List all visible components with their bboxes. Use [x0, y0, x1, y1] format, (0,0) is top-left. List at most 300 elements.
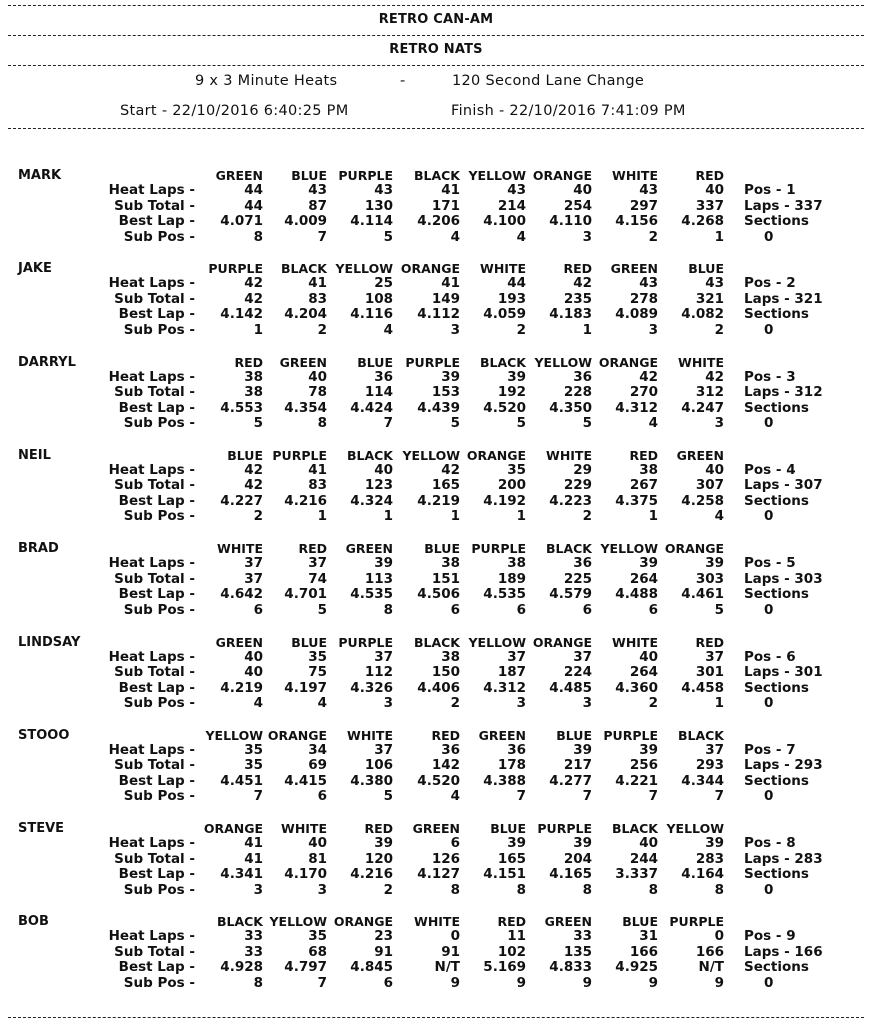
- table-cell: 214: [497, 197, 526, 214]
- finish-time: Finish - 22/10/2016 7:41:09 PM: [451, 103, 686, 119]
- table-cell: 151: [431, 570, 460, 587]
- row-label-best-lap: Best Lap -: [118, 772, 195, 789]
- summary-position: Pos - 5: [744, 555, 796, 572]
- table-cell: 8: [317, 415, 327, 432]
- table-cell: 4.439: [417, 399, 460, 416]
- table-cell: 39: [507, 368, 526, 385]
- table-cell: 106: [364, 757, 393, 774]
- table-cell: 267: [629, 477, 658, 494]
- racer-name: BRAD: [18, 541, 59, 557]
- table-cell: 39: [639, 555, 658, 572]
- racer-name: JAKE: [18, 261, 52, 277]
- table-cell: 4.009: [284, 213, 327, 229]
- table-cell: 39: [507, 835, 526, 852]
- summary-total-laps: Laps - 301: [744, 664, 823, 680]
- table-cell: 5: [516, 415, 526, 432]
- lane-color-label: WHITE: [480, 261, 526, 277]
- table-cell: 42: [244, 290, 263, 307]
- table-cell: 42: [705, 368, 724, 385]
- table-cell: 283: [695, 850, 724, 867]
- table-cell: 9: [582, 974, 592, 991]
- lane-color-label: ORANGE: [598, 354, 658, 370]
- lane-color-label: PURPLE: [272, 447, 327, 463]
- table-cell: 4.485: [549, 679, 592, 696]
- table-cell: 37: [374, 741, 393, 758]
- table-cell: 4.277: [549, 772, 592, 789]
- table-cell: 35: [308, 648, 327, 665]
- table-cell: 75: [308, 664, 327, 680]
- racer-name: STOOO: [18, 727, 70, 743]
- table-cell: 178: [497, 757, 526, 774]
- table-cell: 41: [441, 182, 460, 198]
- lane-color-label: RED: [234, 354, 263, 370]
- table-cell: 37: [374, 648, 393, 665]
- lane-color-label: ORANGE: [267, 727, 327, 743]
- summary-position: Pos - 1: [744, 182, 796, 198]
- table-cell: 4.344: [681, 772, 724, 789]
- table-cell: 41: [441, 275, 460, 292]
- lane-color-label: GREEN: [345, 541, 393, 557]
- lane-color-label: BLACK: [479, 354, 526, 370]
- lane-change: 120 Second Lane Change: [452, 73, 645, 89]
- table-cell: 43: [374, 182, 393, 198]
- lane-color-label: WHITE: [217, 541, 263, 557]
- lane-color-label: WHITE: [546, 447, 592, 463]
- table-cell: 307: [695, 477, 724, 494]
- table-cell: 36: [441, 741, 460, 758]
- table-cell: 4.506: [417, 586, 460, 603]
- table-cell: 4.388: [483, 772, 526, 789]
- row-label-sub-total: Sub Total -: [114, 943, 195, 960]
- table-cell: 4.701: [284, 586, 327, 603]
- table-cell: 217: [563, 757, 592, 774]
- row-label-sub-total: Sub Total -: [114, 290, 195, 307]
- table-cell: 38: [244, 384, 263, 401]
- table-cell: 40: [705, 461, 724, 478]
- lane-color-label: BLACK: [611, 821, 658, 837]
- table-cell: 3: [253, 881, 263, 898]
- table-cell: 293: [695, 757, 724, 774]
- table-cell: 4.350: [549, 399, 592, 416]
- table-cell: 9: [714, 974, 724, 991]
- row-label-sub-total: Sub Total -: [114, 570, 195, 587]
- table-cell: 5.169: [483, 959, 526, 976]
- table-cell: 193: [497, 290, 526, 307]
- summary-position: Pos - 4: [744, 461, 796, 478]
- table-cell: 5: [450, 415, 460, 432]
- table-cell: 4.221: [615, 772, 658, 789]
- table-cell: 4.223: [549, 492, 592, 509]
- table-cell: 4.925: [615, 959, 658, 976]
- table-cell: 38: [441, 555, 460, 572]
- racer-name: BOB: [18, 914, 49, 930]
- table-cell: 68: [308, 943, 327, 960]
- lane-color-label: GREEN: [676, 447, 724, 463]
- format-separator: -: [400, 73, 406, 89]
- table-cell: 42: [244, 275, 263, 292]
- table-cell: 36: [507, 741, 526, 758]
- racer-block: [0, 914, 872, 1006]
- table-cell: 33: [244, 943, 263, 960]
- table-cell: 29: [573, 461, 592, 478]
- summary-sections-value: 0: [764, 321, 774, 338]
- table-cell: 4.458: [681, 679, 724, 696]
- table-cell: 2: [317, 321, 327, 338]
- table-cell: 112: [364, 664, 393, 680]
- racer-block: [0, 448, 872, 540]
- summary-position: Pos - 7: [744, 741, 796, 758]
- summary-sections-label: Sections: [744, 679, 809, 696]
- table-cell: 33: [573, 928, 592, 945]
- lane-color-label: RED: [497, 914, 526, 930]
- lane-color-label: ORANGE: [333, 914, 393, 930]
- row-label-sub-pos: Sub Pos -: [123, 974, 195, 991]
- table-cell: 108: [364, 290, 393, 307]
- table-cell: 166: [695, 943, 724, 960]
- racer-block: [0, 821, 872, 913]
- table-cell: 8: [253, 974, 263, 991]
- table-cell: 4.406: [417, 679, 460, 696]
- lane-color-label: BLACK: [346, 447, 393, 463]
- table-cell: 91: [374, 943, 393, 960]
- summary-sections-label: Sections: [744, 586, 809, 603]
- summary-sections-label: Sections: [744, 492, 809, 509]
- table-cell: 1: [317, 508, 327, 525]
- table-cell: 33: [244, 928, 263, 945]
- summary-total-laps: Laps - 312: [744, 384, 823, 401]
- table-cell: 150: [431, 664, 460, 680]
- table-cell: 4.380: [350, 772, 393, 789]
- lane-color-label: BLACK: [216, 914, 263, 930]
- table-cell: 4: [383, 321, 393, 338]
- row-label-sub-total: Sub Total -: [114, 850, 195, 867]
- lane-color-label: BLACK: [280, 261, 327, 277]
- table-cell: 39: [374, 555, 393, 572]
- row-label-heat-laps: Heat Laps -: [108, 182, 195, 198]
- table-cell: 1: [450, 508, 460, 525]
- table-cell: 4.360: [615, 679, 658, 696]
- table-cell: 4.579: [549, 586, 592, 603]
- table-cell: 4.535: [350, 586, 393, 603]
- lane-color-label: YELLOW: [468, 168, 526, 183]
- lane-color-label: BLUE: [424, 541, 460, 557]
- table-cell: 44: [244, 182, 263, 198]
- table-cell: 39: [705, 555, 724, 572]
- table-cell: 37: [507, 648, 526, 665]
- racer-name: DARRYL: [18, 354, 76, 370]
- table-cell: 264: [629, 664, 658, 680]
- table-cell: 40: [308, 368, 327, 385]
- table-cell: 1: [714, 695, 724, 711]
- table-cell: 264: [629, 570, 658, 587]
- row-label-heat-laps: Heat Laps -: [108, 555, 195, 572]
- table-cell: 38: [441, 648, 460, 665]
- lane-color-label: ORANGE: [466, 447, 526, 463]
- row-label-sub-total: Sub Total -: [114, 477, 195, 494]
- lane-color-label: BLACK: [413, 634, 460, 650]
- row-label-heat-laps: Heat Laps -: [108, 835, 195, 852]
- table-cell: 23: [374, 928, 393, 945]
- lane-color-label: PURPLE: [669, 914, 724, 930]
- lane-color-label: BLUE: [622, 914, 658, 930]
- lane-color-label: PURPLE: [338, 634, 393, 650]
- row-label-sub-pos: Sub Pos -: [123, 695, 195, 711]
- table-cell: 1: [516, 508, 526, 525]
- lane-color-label: BLACK: [545, 541, 592, 557]
- table-cell: 9: [450, 974, 460, 991]
- row-label-sub-total: Sub Total -: [114, 384, 195, 401]
- table-cell: 0: [450, 928, 460, 945]
- table-cell: 3: [516, 695, 526, 711]
- lane-color-label: PURPLE: [208, 261, 263, 277]
- racer-block: [0, 541, 872, 633]
- table-cell: 192: [497, 384, 526, 401]
- table-cell: 4.258: [681, 492, 724, 509]
- row-label-best-lap: Best Lap -: [118, 399, 195, 416]
- summary-sections-value: 0: [764, 788, 774, 805]
- table-cell: 2: [253, 508, 263, 525]
- table-cell: 4.116: [350, 306, 393, 323]
- table-cell: 40: [573, 182, 592, 198]
- table-cell: 36: [573, 368, 592, 385]
- row-label-sub-pos: Sub Pos -: [123, 788, 195, 805]
- lane-color-label: PURPLE: [405, 354, 460, 370]
- table-cell: 235: [563, 290, 592, 307]
- table-cell: 35: [308, 928, 327, 945]
- lane-color-label: ORANGE: [532, 168, 592, 183]
- table-cell: 4.183: [549, 306, 592, 323]
- table-cell: 5: [253, 415, 263, 432]
- table-cell: 41: [244, 850, 263, 867]
- table-cell: 4.227: [220, 492, 263, 509]
- table-cell: 301: [695, 664, 724, 680]
- lane-color-label: YELLOW: [402, 447, 460, 463]
- row-label-sub-total: Sub Total -: [114, 757, 195, 774]
- lane-color-label: RED: [364, 821, 393, 837]
- table-cell: 6: [450, 835, 460, 852]
- lane-color-label: YELLOW: [666, 821, 724, 837]
- table-cell: 4.164: [681, 866, 724, 883]
- table-cell: 2: [648, 695, 658, 711]
- summary-sections-value: 0: [764, 415, 774, 432]
- summary-sections-label: Sections: [744, 306, 809, 323]
- table-cell: 224: [563, 664, 592, 680]
- table-cell: 1: [648, 508, 658, 525]
- table-cell: 303: [695, 570, 724, 587]
- table-cell: 4.520: [417, 772, 460, 789]
- table-cell: 312: [695, 384, 724, 401]
- table-cell: 321: [695, 290, 724, 307]
- table-cell: 4.535: [483, 586, 526, 603]
- table-cell: 5: [383, 228, 393, 245]
- event-name: RETRO NATS: [389, 42, 483, 57]
- table-cell: 41: [308, 461, 327, 478]
- row-label-sub-total: Sub Total -: [114, 197, 195, 214]
- table-cell: 4.156: [615, 213, 658, 229]
- table-cell: 43: [639, 182, 658, 198]
- table-cell: 7: [253, 788, 263, 805]
- lane-color-label: PURPLE: [537, 821, 592, 837]
- lane-color-label: BLUE: [227, 447, 263, 463]
- table-cell: 4.100: [483, 213, 526, 229]
- table-cell: 114: [364, 384, 393, 401]
- table-cell: 5: [317, 601, 327, 618]
- table-cell: 40: [308, 835, 327, 852]
- table-cell: 6: [253, 601, 263, 618]
- table-cell: 4.219: [417, 492, 460, 509]
- table-cell: 166: [629, 943, 658, 960]
- table-cell: 37: [244, 555, 263, 572]
- table-cell: 187: [497, 664, 526, 680]
- table-cell: 4: [317, 695, 327, 711]
- table-cell: 165: [497, 850, 526, 867]
- row-label-heat-laps: Heat Laps -: [108, 648, 195, 665]
- table-cell: 142: [431, 757, 460, 774]
- table-cell: 4.151: [483, 866, 526, 883]
- table-cell: 40: [244, 648, 263, 665]
- table-cell: 120: [364, 850, 393, 867]
- lane-color-label: ORANGE: [664, 541, 724, 557]
- lane-color-label: YELLOW: [335, 261, 393, 277]
- table-cell: 2: [450, 695, 460, 711]
- table-cell: 4.553: [220, 399, 263, 416]
- table-cell: 37: [573, 648, 592, 665]
- table-cell: 41: [244, 835, 263, 852]
- racer-block: [0, 635, 872, 727]
- table-cell: 6: [582, 601, 592, 618]
- table-cell: 35: [244, 741, 263, 758]
- lane-color-label: YELLOW: [269, 914, 327, 930]
- table-cell: 4.110: [549, 213, 592, 229]
- title-rule: [8, 35, 864, 36]
- table-cell: 8: [516, 881, 526, 898]
- table-cell: 4.206: [417, 213, 460, 229]
- table-cell: 42: [441, 461, 460, 478]
- row-label-heat-laps: Heat Laps -: [108, 461, 195, 478]
- lane-color-label: WHITE: [612, 634, 658, 650]
- table-cell: 4.520: [483, 399, 526, 416]
- table-cell: 6: [317, 788, 327, 805]
- lane-color-label: GREEN: [279, 354, 327, 370]
- table-cell: 4.461: [681, 586, 724, 603]
- row-label-best-lap: Best Lap -: [118, 866, 195, 883]
- table-cell: 4.415: [284, 772, 327, 789]
- table-cell: 3: [714, 415, 724, 432]
- lane-color-label: RED: [695, 168, 724, 183]
- table-cell: 200: [497, 477, 526, 494]
- table-cell: 4.165: [549, 866, 592, 883]
- table-cell: 244: [629, 850, 658, 867]
- table-cell: 4.312: [483, 679, 526, 696]
- lane-color-label: ORANGE: [400, 261, 460, 277]
- table-cell: 44: [507, 275, 526, 292]
- table-cell: 4.170: [284, 866, 327, 883]
- lane-color-label: PURPLE: [338, 168, 393, 183]
- summary-sections-label: Sections: [744, 866, 809, 883]
- table-cell: 9: [648, 974, 658, 991]
- row-label-best-lap: Best Lap -: [118, 679, 195, 696]
- table-cell: 165: [431, 477, 460, 494]
- table-cell: 81: [308, 850, 327, 867]
- table-cell: 149: [431, 290, 460, 307]
- table-cell: 7: [317, 228, 327, 245]
- row-label-best-lap: Best Lap -: [118, 306, 195, 323]
- table-cell: 91: [441, 943, 460, 960]
- table-cell: 31: [639, 928, 658, 945]
- table-cell: 4.845: [350, 959, 393, 976]
- table-cell: 4: [648, 415, 658, 432]
- table-cell: 6: [516, 601, 526, 618]
- table-cell: 7: [582, 788, 592, 805]
- row-label-best-lap: Best Lap -: [118, 959, 195, 976]
- table-cell: 337: [695, 197, 724, 214]
- summary-sections-label: Sections: [744, 213, 809, 229]
- row-label-sub-pos: Sub Pos -: [123, 415, 195, 432]
- table-cell: 4.424: [350, 399, 393, 416]
- table-cell: 87: [308, 197, 327, 214]
- row-label-heat-laps: Heat Laps -: [108, 928, 195, 945]
- table-cell: N/T: [434, 959, 460, 976]
- table-cell: 35: [244, 757, 263, 774]
- table-cell: 41: [308, 275, 327, 292]
- lane-color-label: BLACK: [677, 727, 724, 743]
- table-cell: 225: [563, 570, 592, 587]
- lane-color-label: GREEN: [215, 634, 263, 650]
- lane-color-label: RED: [629, 447, 658, 463]
- lane-color-label: BLUE: [357, 354, 393, 370]
- row-label-sub-pos: Sub Pos -: [123, 228, 195, 245]
- table-cell: 7: [383, 415, 393, 432]
- summary-position: Pos - 2: [744, 275, 796, 292]
- table-cell: 153: [431, 384, 460, 401]
- lane-color-label: BLUE: [490, 821, 526, 837]
- table-cell: 1: [582, 321, 592, 338]
- summary-sections-value: 0: [764, 508, 774, 525]
- table-cell: 1: [253, 321, 263, 338]
- row-label-sub-pos: Sub Pos -: [123, 321, 195, 338]
- lane-color-label: PURPLE: [603, 727, 658, 743]
- table-cell: 78: [308, 384, 327, 401]
- table-cell: 4.488: [615, 586, 658, 603]
- summary-total-laps: Laps - 303: [744, 570, 823, 587]
- summary-sections-value: 0: [764, 974, 774, 991]
- summary-position: Pos - 8: [744, 835, 796, 852]
- table-cell: 7: [516, 788, 526, 805]
- lane-color-label: ORANGE: [203, 821, 263, 837]
- summary-position: Pos - 3: [744, 368, 796, 385]
- table-cell: 4.197: [284, 679, 327, 696]
- table-cell: 42: [573, 275, 592, 292]
- table-cell: 4.451: [220, 772, 263, 789]
- lane-color-label: RED: [695, 634, 724, 650]
- table-cell: 4.341: [220, 866, 263, 883]
- table-cell: 3: [317, 881, 327, 898]
- row-label-sub-pos: Sub Pos -: [123, 508, 195, 525]
- table-cell: 4: [714, 508, 724, 525]
- table-cell: 1: [383, 508, 393, 525]
- table-cell: 4: [450, 788, 460, 805]
- table-cell: 43: [705, 275, 724, 292]
- row-label-heat-laps: Heat Laps -: [108, 368, 195, 385]
- summary-sections-value: 0: [764, 881, 774, 898]
- row-label-heat-laps: Heat Laps -: [108, 275, 195, 292]
- lane-color-label: WHITE: [414, 914, 460, 930]
- table-cell: 43: [507, 182, 526, 198]
- racer-block: [0, 168, 872, 260]
- table-cell: 3: [648, 321, 658, 338]
- table-cell: 40: [374, 461, 393, 478]
- event-rule: [8, 65, 864, 66]
